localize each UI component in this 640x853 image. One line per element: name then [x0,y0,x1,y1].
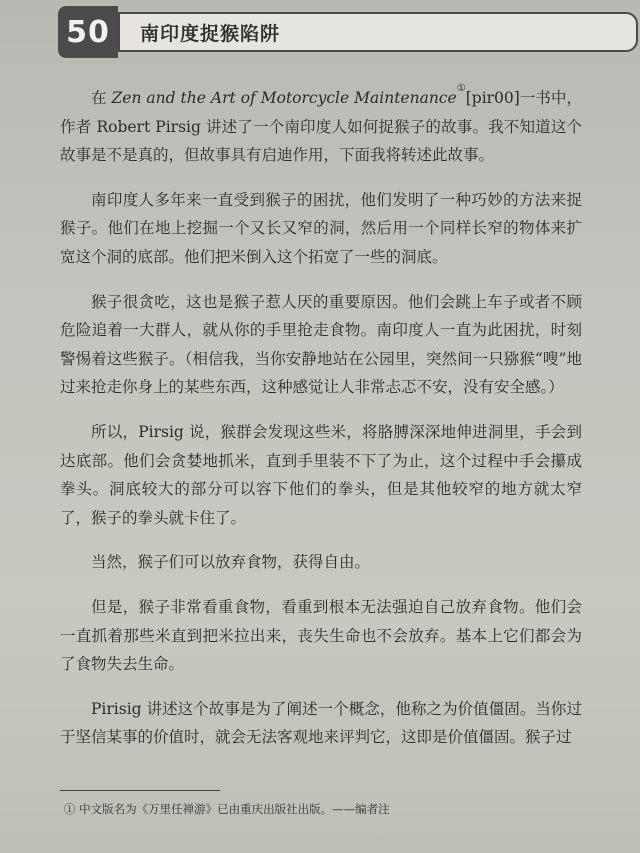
paragraph-3: 猴子很贪吃，这也是猴子惹人厌的重要原因。他们会跳上车子或者不顾危险追着一大群人，就从你的手里抢走食物。南印度人一直为此困扰，时刻警惕着这些猴子。（相信我，当你安静地站在公园里，突然间一只猕猴“嗖”地过来抢走你身上的某些东西，这种感觉让人非常忐忑不安，没有安全感。） [60,292,582,397]
paragraph-1-rest: [pir00]一书中，作者 Robert Pirsig 讲述了一个南印度人如何捉猴子的故事。我不知道这个故事是不是真的，但故事具有启迪作用，下面我将转述此故事。 [60,89,583,165]
paragraph-7: Pirisig 讲述这个故事是为了阐述一个概念，他称之为价值僵固。当你过于坚信某事的价值时，就会无法客观地来评判它，这即是价值僵固。猴子过 [60,699,582,747]
paragraph-5: 当然，猴子们可以放弃食物，获得自由。 [91,553,371,572]
footnote: ① 中文版名为《万里任禅游》已由重庆出版社出版。——编者注 [64,802,390,816]
footnote-marker: ① [456,83,466,94]
body-text [60,84,582,768]
paragraph-2: 南印度人多年来一直受到猴子的困扰，他们发明了一种巧妙的方法来捉猴子。他们在地上挖掘一个又长又窄的洞，然后用一个同样长窄的物体来扩宽这个洞的底部。他们把米倒入这个拓宽了一些的洞底。 [60,190,582,266]
paragraph-1-lead: 在 [91,89,112,107]
paragraph-4: 所以，Pirsig 说，猴群会发现这些米，将胳膊深深地伸进洞里，手会到达底部。他们会贪婪地抓米，直到手里装不下了为止，这个过程中手会攥成拳头。洞底较大的部分可以容下他们的拳头，但是其他较窄的地方就太窄了，猴子的拳头就卡住了。 [60,422,582,527]
chapter-number: 50 [66,14,110,50]
book-title-italic: Zen and the Art of Motorcycle Maintenance [111,89,457,107]
paragraph-1 [60,84,582,170]
chapter-number-badge [58,6,118,58]
paragraph-6: 但是，猴子非常看重食物，看重到根本无法强迫自己放弃食物。他们会一直抓着那些米直到把米拉出来，丧失生命也不会放弃。基本上它们都会为了食物失去生命。 [60,597,582,674]
footnote-divider [60,790,220,791]
chapter-title: 南印度捉猴陷阱 [140,23,281,45]
chapter-header [58,6,608,58]
